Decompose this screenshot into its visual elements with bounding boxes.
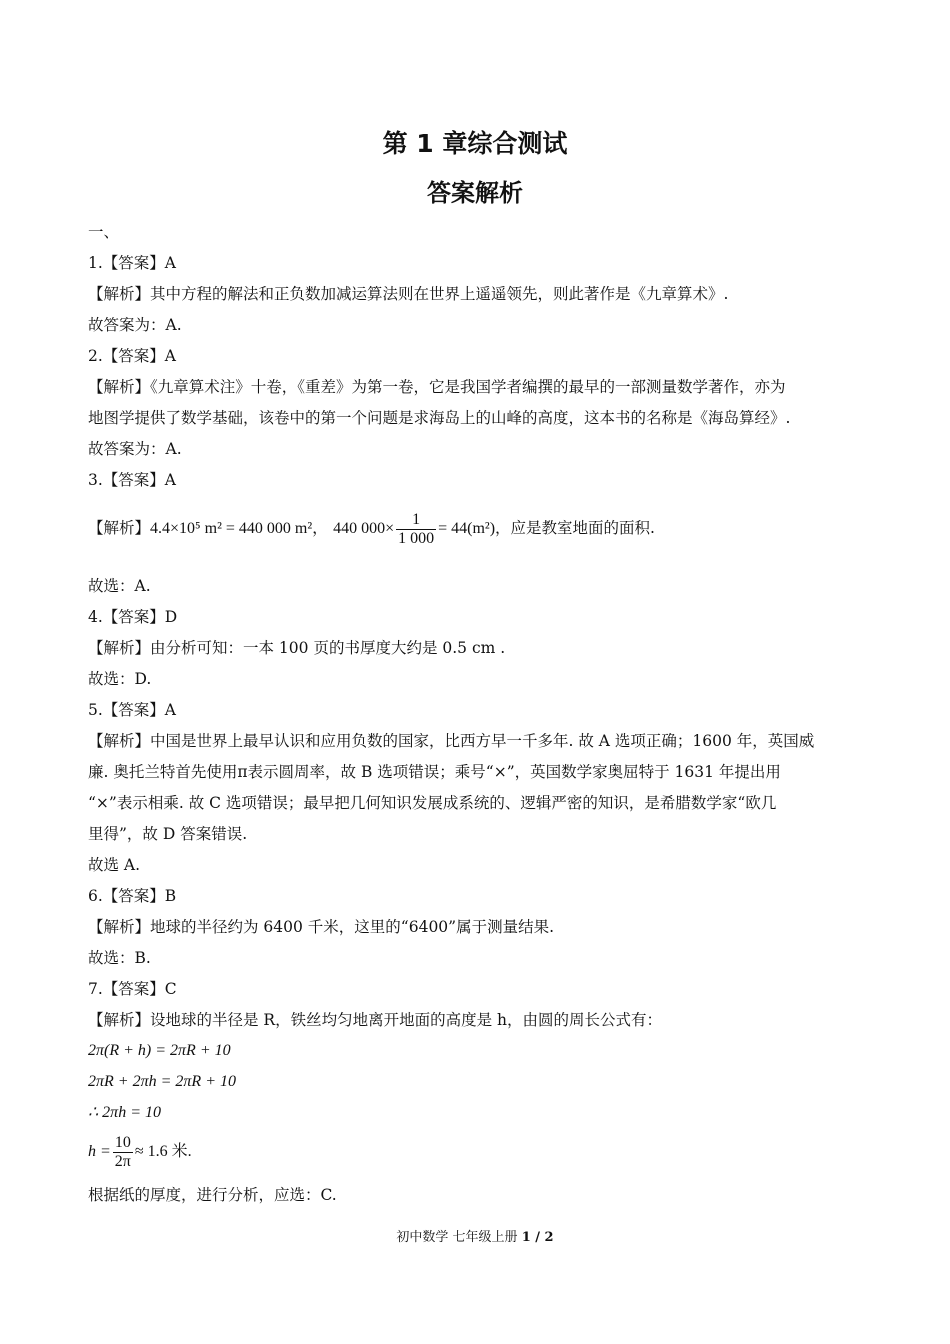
q3-conclusion: 故选：A. [88, 577, 151, 595]
q7-eq4-left: h = [88, 1143, 111, 1160]
q4-answer: 4.【答案】D [88, 608, 178, 626]
q1-analysis: 【解析】其中方程的解法和正负数加减运算法则在世界上遥遥领先，则此著作是《九章算术》. [88, 285, 729, 303]
q3-expression-2-right: = 44(m²) [438, 520, 496, 537]
q2-conclusion: 故答案为：A. [88, 440, 182, 458]
q7-answer: 7.【答案】C [88, 980, 177, 998]
q2-analysis-line2: 地图学提供了数学基础，该卷中的第一个问题是求海岛上的山峰的高度，这本书的名称是《海岛算经》. [88, 409, 791, 427]
q2-analysis-line1: 【解析】《九章算术注》十卷，《重差》为第一卷，它是我国学者编撰的最早的一部测量数学著作，亦为 [88, 378, 786, 396]
q7-conclusion: 根据纸的厚度，进行分析，应选：C. [88, 1186, 337, 1204]
q3-fraction-denominator: 1 000 [398, 529, 435, 547]
q3-analysis-tail: ，应是教室地面的面积. [495, 519, 655, 537]
q7-fraction-numerator: 10 [113, 1134, 133, 1153]
q4-analysis: 【解析】由分析可知：一本 100 页的书厚度大约是 0.5 cm . [88, 639, 506, 657]
q3-fraction-numerator: 1 [396, 511, 436, 530]
q7-equation-1: 2π(R + h) = 2πR + 10 [88, 1042, 231, 1059]
q5-answer: 5.【答案】A [88, 701, 176, 719]
q6-analysis: 【解析】地球的半径约为 6400 千米，这里的“6400”属于测量结果. [88, 918, 555, 936]
q1-answer: 1.【答案】A [88, 254, 176, 272]
q7-equation-2: 2πR + 2πh = 2πR + 10 [88, 1073, 236, 1090]
q7-equation-3: ∴ 2πh = 10 [88, 1104, 161, 1121]
section-heading: 一、 [88, 223, 120, 241]
q7-analysis: 【解析】设地球的半径是 R，铁丝均匀地离开地面的高度是 h，由圆的周长公式有： [88, 1011, 663, 1029]
q3-expression-2-left: 440 000× [333, 520, 395, 537]
q6-answer: 6.【答案】B [88, 887, 177, 905]
q6-conclusion: 故选：B. [88, 949, 151, 967]
q4-conclusion: 故选：D. [88, 670, 152, 688]
footer-text: 初中数学 七年级上册 [396, 1230, 518, 1245]
page-footer [0, 1226, 950, 1245]
q7-fraction-denominator: 2π [114, 1152, 131, 1170]
q3-answer: 3.【答案】A [88, 471, 176, 489]
q5-analysis-line2: 廉. 奥托兰特首先使用π表示圆周率，故 B 选项错误；乘号“×”，英国数学家奥屈特于 1631 年提出用 [88, 763, 781, 781]
q2-answer: 2.【答案】A [88, 347, 176, 365]
page-subtitle: 答案解析 [427, 179, 523, 207]
page-title: 第 1 章综合测试 [382, 129, 568, 158]
q7-fraction [113, 1134, 133, 1171]
q3-analysis-label: 【解析】 [88, 519, 151, 537]
q3-expression-1: 4.4×10⁵ m² = 440 000 m²， [150, 520, 329, 537]
q7-equation-4 [88, 1132, 868, 1172]
q3-analysis [88, 508, 868, 549]
q5-conclusion: 故选 A. [88, 856, 141, 874]
q1-conclusion: 故答案为：A. [88, 316, 182, 334]
q5-analysis-line1: 【解析】中国是世界上最早认识和应用负数的国家，比西方早一千多年. 故 A 选项正确；1600 年，英国威 [88, 732, 815, 750]
q5-analysis-line3: “×”表示相乘. 故 C 选项错误；最早把几何知识发展成系统的、逻辑严密的知识，是希腊数学家“欧几 [88, 794, 777, 812]
page-number: 1 / 2 [521, 1230, 554, 1245]
q7-eq4-right: ≈ 1.6 米. [134, 1143, 192, 1160]
q3-fraction [396, 511, 436, 548]
q5-analysis-line4: 里得”，故 D 答案错误. [88, 825, 248, 843]
